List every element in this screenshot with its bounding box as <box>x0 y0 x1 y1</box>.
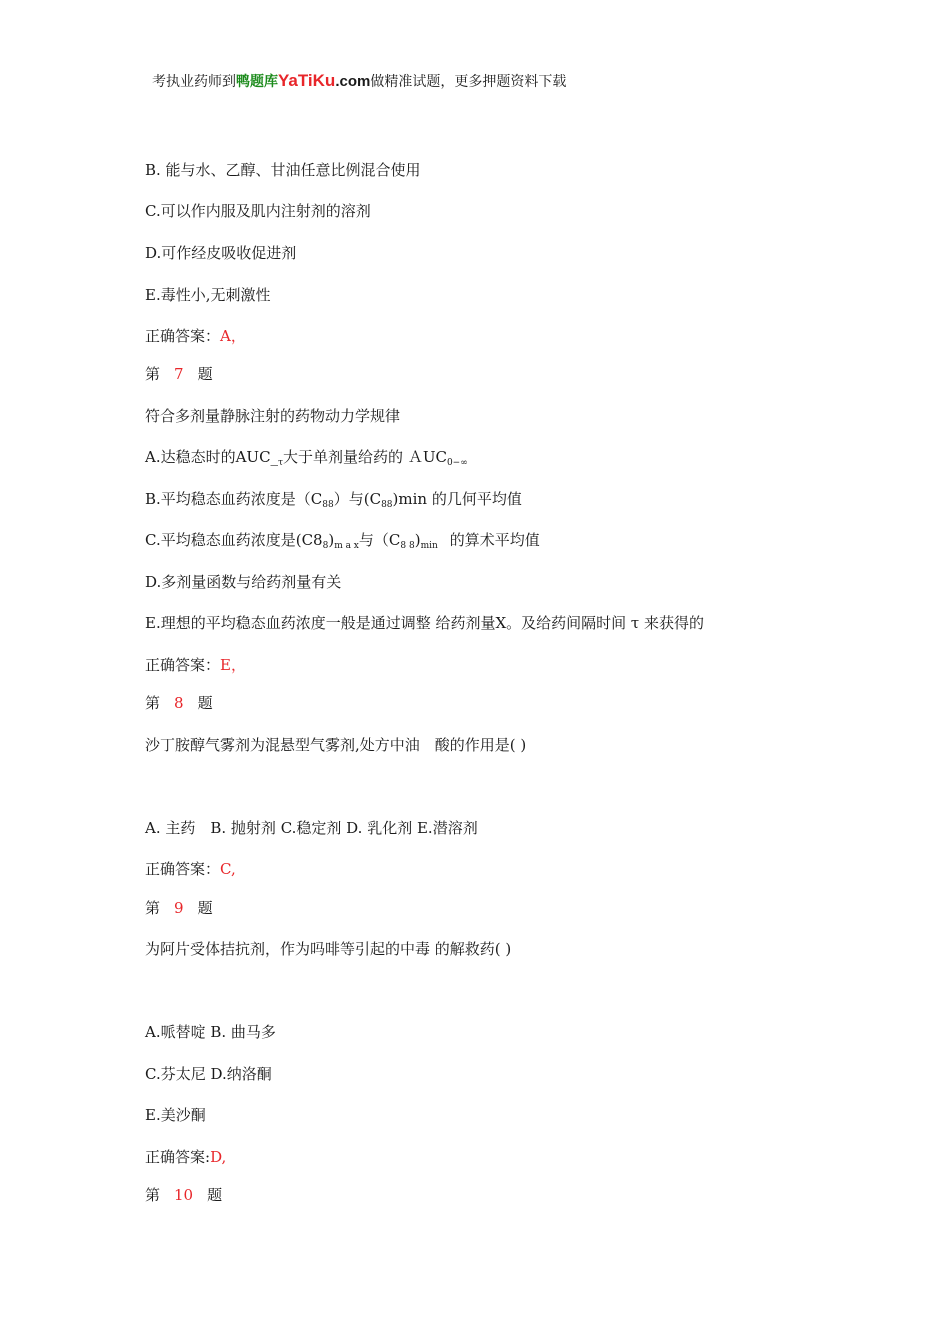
q10-heading <box>145 1185 222 1205</box>
question-di: 第 <box>145 694 161 712</box>
question-ti: 题 <box>197 694 213 712</box>
subscript: m a x <box>334 541 359 551</box>
q6-option-d: D.可作经皮吸收促进剂 <box>145 244 297 262</box>
option-text: 的算术平均值 <box>449 531 540 549</box>
subscript: 88 <box>322 500 334 510</box>
brand-name-cn: 鸭题库 <box>236 74 278 90</box>
q6-option-e: E.毒性小,无刺激性 <box>145 286 271 304</box>
question-ti: 题 <box>197 365 213 383</box>
q6-option-c: C.可以作内服及肌内注射剂的溶剂 <box>145 202 371 220</box>
answer-value: A， <box>220 327 246 345</box>
q7-option-c <box>145 530 540 556</box>
subscript: 88 <box>381 500 393 510</box>
question-di: 第 <box>145 899 161 917</box>
option-text: A.达稳态时的AUC_ <box>145 448 279 466</box>
answer-label: 正确答案： <box>145 327 221 345</box>
q7-question: 符合多剂量静脉注射的药物动力学规律 <box>145 407 401 425</box>
question-number: 8 <box>174 694 184 712</box>
banner-prefix: 考执业药师到 <box>152 74 236 90</box>
answer-value: C, <box>220 860 236 878</box>
brand-name-en: YaTiKu <box>278 71 336 90</box>
answer-value: D, <box>210 1148 227 1166</box>
q6-option-b: B. 能与水、乙醇、甘油任意比例混合使用 <box>145 161 421 179</box>
answer-label: 正确答案: <box>145 1148 211 1166</box>
q8-answer <box>145 859 236 879</box>
option-text: ) <box>414 531 421 549</box>
question-di: 第 <box>145 365 161 383</box>
question-ti: 题 <box>207 1186 223 1204</box>
q6-answer <box>145 326 246 346</box>
q7-option-a <box>145 447 468 473</box>
option-text: 与（C <box>358 531 401 549</box>
question-number: 10 <box>174 1186 194 1204</box>
subscript: 8 8 <box>400 541 415 551</box>
brand-domain: .com <box>335 73 371 90</box>
q8-question: 沙丁胺醇气雾剂为混悬型气雾剂,处方中油 酸的作用是( ) <box>145 736 527 754</box>
subscript: min <box>420 541 438 551</box>
question-number: 7 <box>174 365 184 383</box>
question-di: 第 <box>145 1186 161 1204</box>
q9-options-ab: A.哌替啶 B. 曲马多 <box>145 1023 276 1041</box>
q9-option-e: E.美沙酮 <box>145 1106 206 1124</box>
answer-label: 正确答案： <box>145 656 221 674</box>
q9-options-cd: C.芬太尼 D.纳洛酮 <box>145 1065 272 1083</box>
site-banner <box>152 70 566 93</box>
answer-label: 正确答案： <box>145 860 221 878</box>
q7-option-e: E.理想的平均稳态血药浓度一般是通过调整 给药剂量X。及给药间隔时间 τ 来获得的 <box>145 614 705 632</box>
q8-heading <box>145 693 213 713</box>
q7-option-d: D.多剂量函数与给药剂量有关 <box>145 573 342 591</box>
q9-answer <box>145 1147 226 1167</box>
q8-options: A. 主药 B. 抛射剂 C.稳定剂 D. 乳化剂 E.潜溶剂 <box>145 819 478 837</box>
q7-option-b <box>145 489 522 515</box>
option-text: C.平均稳态血药浓度是(C8 <box>145 531 323 549</box>
option-text: B.平均稳态血药浓度是（C <box>145 490 323 508</box>
question-number: 9 <box>174 899 184 917</box>
q7-answer <box>145 655 246 675</box>
subscript: 0−∞ <box>446 458 468 468</box>
option-text: ）与(C <box>333 490 382 508</box>
option-text: )min 的几何平均值 <box>392 490 522 508</box>
q7-heading <box>145 364 213 384</box>
subscript: 8 <box>322 541 329 551</box>
q9-heading <box>145 898 213 918</box>
question-ti: 题 <box>197 899 213 917</box>
banner-suffix: 做精准试题，更多押题资料下载 <box>370 74 567 90</box>
subscript: τ <box>278 458 284 468</box>
option-text: 大于单剂量给药的 ＡUC <box>283 448 447 466</box>
q9-question: 为阿片受体拮抗剂，作为吗啡等引起的中毒 的解救药( ) <box>145 940 512 958</box>
answer-value: E， <box>220 656 246 674</box>
option-text: ) <box>328 531 335 549</box>
